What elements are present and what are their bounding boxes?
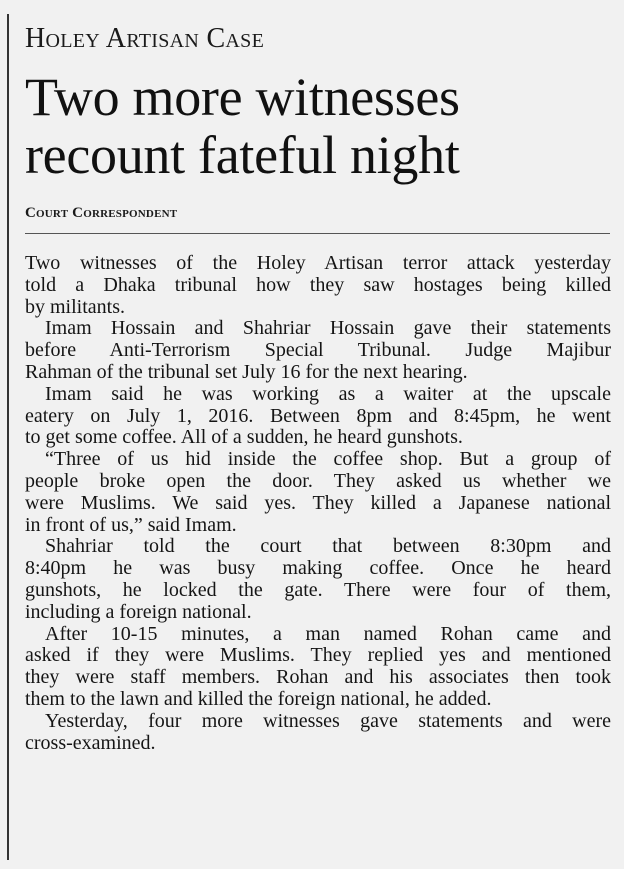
body-text-line: After 10-15 minutes, a man named Rohan came and [45, 622, 611, 645]
body-text-line: told a Dhaka tribunal how they saw hostages being killed [25, 273, 611, 296]
body-text-line: Imam said he was working as a waiter at the upscale [45, 382, 611, 405]
body-text-line: asked if they were Muslims. They replied yes and mentioned [25, 644, 611, 667]
body-text-line: Two witnesses of the Holey Artisan terror attack yesterday [25, 252, 611, 274]
article-body [25, 253, 611, 754]
byline: Court Correspondent [25, 205, 178, 221]
headline-line: Two more witnesses [25, 67, 460, 127]
headline [25, 68, 615, 184]
column-left-rule [7, 14, 9, 860]
body-text-line: Shahriar told the court that between 8:30pm and [45, 535, 611, 558]
section-kicker: Holey Artisan Case [25, 23, 265, 54]
body-text-line: cross-examined. [25, 731, 156, 754]
body-text-line: were Muslims. We said yes. They killed a Japanese national [25, 491, 611, 514]
body-text-line: them to the lawn and killed the foreign national, he added. [25, 687, 492, 710]
body-text-line: by militants. [25, 295, 125, 318]
body-text-line: 8:40pm he was busy making coffee. Once he heard [25, 557, 611, 580]
body-text-line: gunshots, he locked the gate. There were four of them, [25, 578, 611, 601]
body-text-line: people broke open the door. They asked us whether we [25, 469, 611, 492]
body-text-line: Rahman of the tribunal set July 16 for the next hearing. [25, 360, 468, 383]
headline-line: recount fateful night [25, 125, 460, 185]
body-text-line: Yesterday, four more witnesses gave statements and were [45, 709, 611, 732]
body-text-line: “Three of us hid inside the coffee shop. But a group of [45, 448, 611, 471]
body-text-line: eatery on July 1, 2016. Between 8pm and 8:45pm, he went [25, 404, 611, 427]
body-text-line: to get some coffee. All of a sudden, he heard gunshots. [25, 426, 463, 449]
byline-divider [25, 233, 610, 234]
body-text-line: including a foreign national. [25, 600, 252, 623]
body-text-line: before Anti-Terrorism Special Tribunal. Judge Majibur [25, 339, 611, 362]
body-text-line: Imam Hossain and Shahriar Hossain gave their statements [45, 317, 611, 340]
body-text-line: in front of us,” said Imam. [25, 513, 237, 536]
body-text-line: they were staff members. Rohan and his associates then took [25, 666, 611, 689]
